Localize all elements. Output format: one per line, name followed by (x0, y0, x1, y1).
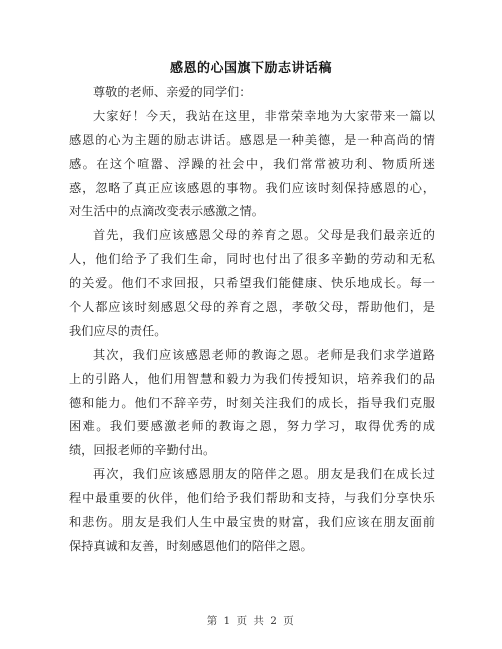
paragraph-line: 程中最重要的伙伴，他们给予我们帮助和支持，与我们分享快乐 (69, 491, 435, 506)
document-body (69, 81, 435, 559)
paragraph-line: 大家好！今天，我站在这里，非常荣幸地为大家带来一篇以 (93, 108, 435, 123)
paragraph-1 (69, 105, 435, 224)
paragraph-line: 困难。我们要感激老师的教诲之恩，努力学习，取得优秀的成 (69, 419, 435, 434)
paragraph-line: 首先，我们应该感恩父母的养育之恩。父母是我们最亲近的 (93, 228, 435, 243)
document-title: 感恩的心国旗下励志讲话稿 (169, 61, 332, 76)
paragraph-line: 其次，我们应该感恩老师的教诲之恩。老师是我们求学道路 (93, 347, 435, 362)
paragraph-line: 再次，我们应该感恩朋友的陪伴之恩。朋友是我们在成长过 (93, 467, 435, 482)
paragraph-line: 的关爱。他们不求回报，只希望我们能健康、快乐地成长。每一 (69, 276, 435, 291)
paragraph-line: 对生活中的点滴改变表示感激之情。 (69, 204, 264, 219)
paragraph-line: 德和能力。他们不辞辛劳，时刻关注我们的成长，指导我们克服 (69, 395, 435, 410)
paragraph-line: 保持真诚和友善，时刻感恩他们的陪伴之恩。 (69, 538, 313, 553)
page-footer: 第 1 页 共 2 页 (206, 615, 296, 627)
paragraph-line: 上的引路人，他们用智慧和毅力为我们传授知识，培养我们的品 (69, 371, 435, 386)
paragraph-3 (69, 344, 435, 463)
paragraph-line: 绩，回报老师的辛勤付出。 (69, 443, 216, 458)
paragraph-line: 感恩的心为主题的励志讲话。感恩是一种美德，是一种高尚的情 (69, 132, 435, 147)
paragraph-line: 我们应尽的责任。 (69, 323, 167, 338)
greeting: 尊敬的老师、亲爱的同学们： (93, 85, 252, 99)
paragraph-4 (69, 463, 435, 559)
paragraph-line: 个人都应该时刻感恩父母的养育之恩，孝敬父母，帮助他们，是 (69, 300, 435, 315)
paragraph-2 (69, 224, 435, 343)
paragraph-line: 感。在这个喧嚣、浮躁的社会中，我们常常被功利、物质所迷 (69, 156, 435, 171)
paragraph-line: 惑，忽略了真正应该感恩的事物。我们应该时刻保持感恩的心， (69, 180, 435, 195)
paragraph-line: 和悲伤。朋友是我们人生中最宝贵的财富，我们应该在朋友面前 (69, 515, 435, 530)
paragraph-line: 人，他们给予了我们生命，同时也付出了很多辛勤的劳动和无私 (69, 252, 435, 267)
